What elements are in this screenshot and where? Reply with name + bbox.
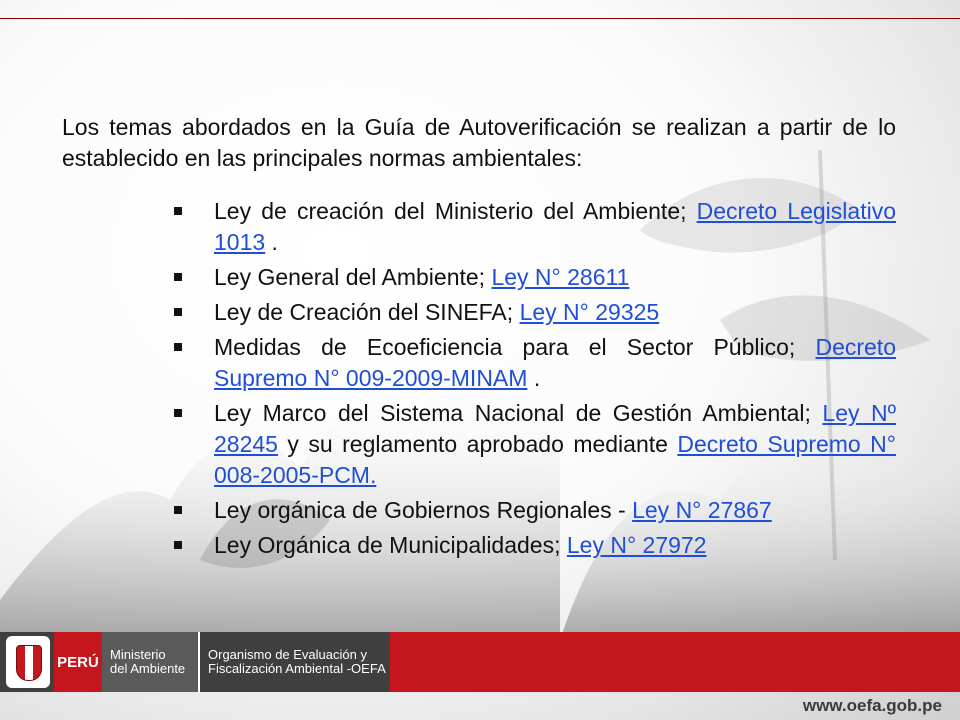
law-description: Ley de creación del Ministerio del Ambiente; <box>214 198 697 224</box>
square-bullet-icon <box>174 308 182 316</box>
ministry-line-2: del Ambiente <box>110 661 186 676</box>
square-bullet-icon <box>174 343 182 351</box>
law-description: Ley General del Ambiente; <box>214 264 492 290</box>
main-content <box>62 112 896 565</box>
law-description: Medidas de Ecoeficiencia para el Sector Público; <box>214 334 816 360</box>
regulation-link[interactable]: Decreto Supremo N° 008-2005-PCM. <box>214 431 896 488</box>
list-item <box>174 332 896 394</box>
top-accent-line <box>0 18 960 19</box>
agency-line-1: Organismo de Evaluación y <box>208 647 367 662</box>
list-item <box>174 262 896 293</box>
website-url[interactable]: www.oefa.gob.pe <box>802 696 942 715</box>
intro-paragraph: Los temas abordados en la Guía de Autoverificación se realizan a partir de lo establecido en las principales normas ambientales: <box>62 114 896 171</box>
list-item <box>174 398 896 491</box>
law-connector: y su reglamento aprobado mediante <box>277 431 678 457</box>
list-item <box>174 196 896 258</box>
law-description: Ley Orgánica de Municipalidades; <box>214 532 567 558</box>
square-bullet-icon <box>174 541 182 549</box>
law-link[interactable]: Ley N° 29325 <box>519 299 660 325</box>
footer-banner <box>0 632 960 692</box>
peru-coat-of-arms-icon <box>6 636 50 688</box>
square-bullet-icon <box>174 506 182 514</box>
law-suffix: . <box>527 365 541 391</box>
square-bullet-icon <box>174 409 182 417</box>
footer-red-band <box>390 632 960 692</box>
law-link[interactable]: Decreto Legislativo 1013 <box>214 198 896 255</box>
law-link[interactable]: Ley N° 28611 <box>491 264 630 290</box>
law-suffix: . <box>265 229 278 255</box>
ministry-line-1: Ministerio <box>110 647 166 662</box>
list-item <box>174 530 896 561</box>
agency-label <box>200 632 390 692</box>
ministry-label <box>102 632 198 692</box>
law-description: Ley Marco del Sistema Nacional de Gestión Ambiental; <box>214 400 823 426</box>
law-link[interactable]: Ley N° 27867 <box>632 497 772 523</box>
law-link[interactable]: Ley Nº 28245 <box>214 400 897 457</box>
square-bullet-icon <box>174 273 182 281</box>
square-bullet-icon <box>174 207 182 215</box>
law-link[interactable]: Decreto Supremo N° 009-2009-MINAM <box>214 334 896 391</box>
law-list <box>62 196 896 561</box>
law-description: Ley de Creación del SINEFA; <box>214 299 520 325</box>
law-link[interactable]: Ley N° 27972 <box>566 532 707 558</box>
list-item <box>174 297 896 328</box>
law-description: Ley orgánica de Gobiernos Regionales - <box>214 497 633 523</box>
list-item <box>174 495 896 526</box>
peru-label: PERÚ <box>54 632 102 692</box>
agency-line-2: Fiscalización Ambiental -OEFA <box>208 661 386 676</box>
